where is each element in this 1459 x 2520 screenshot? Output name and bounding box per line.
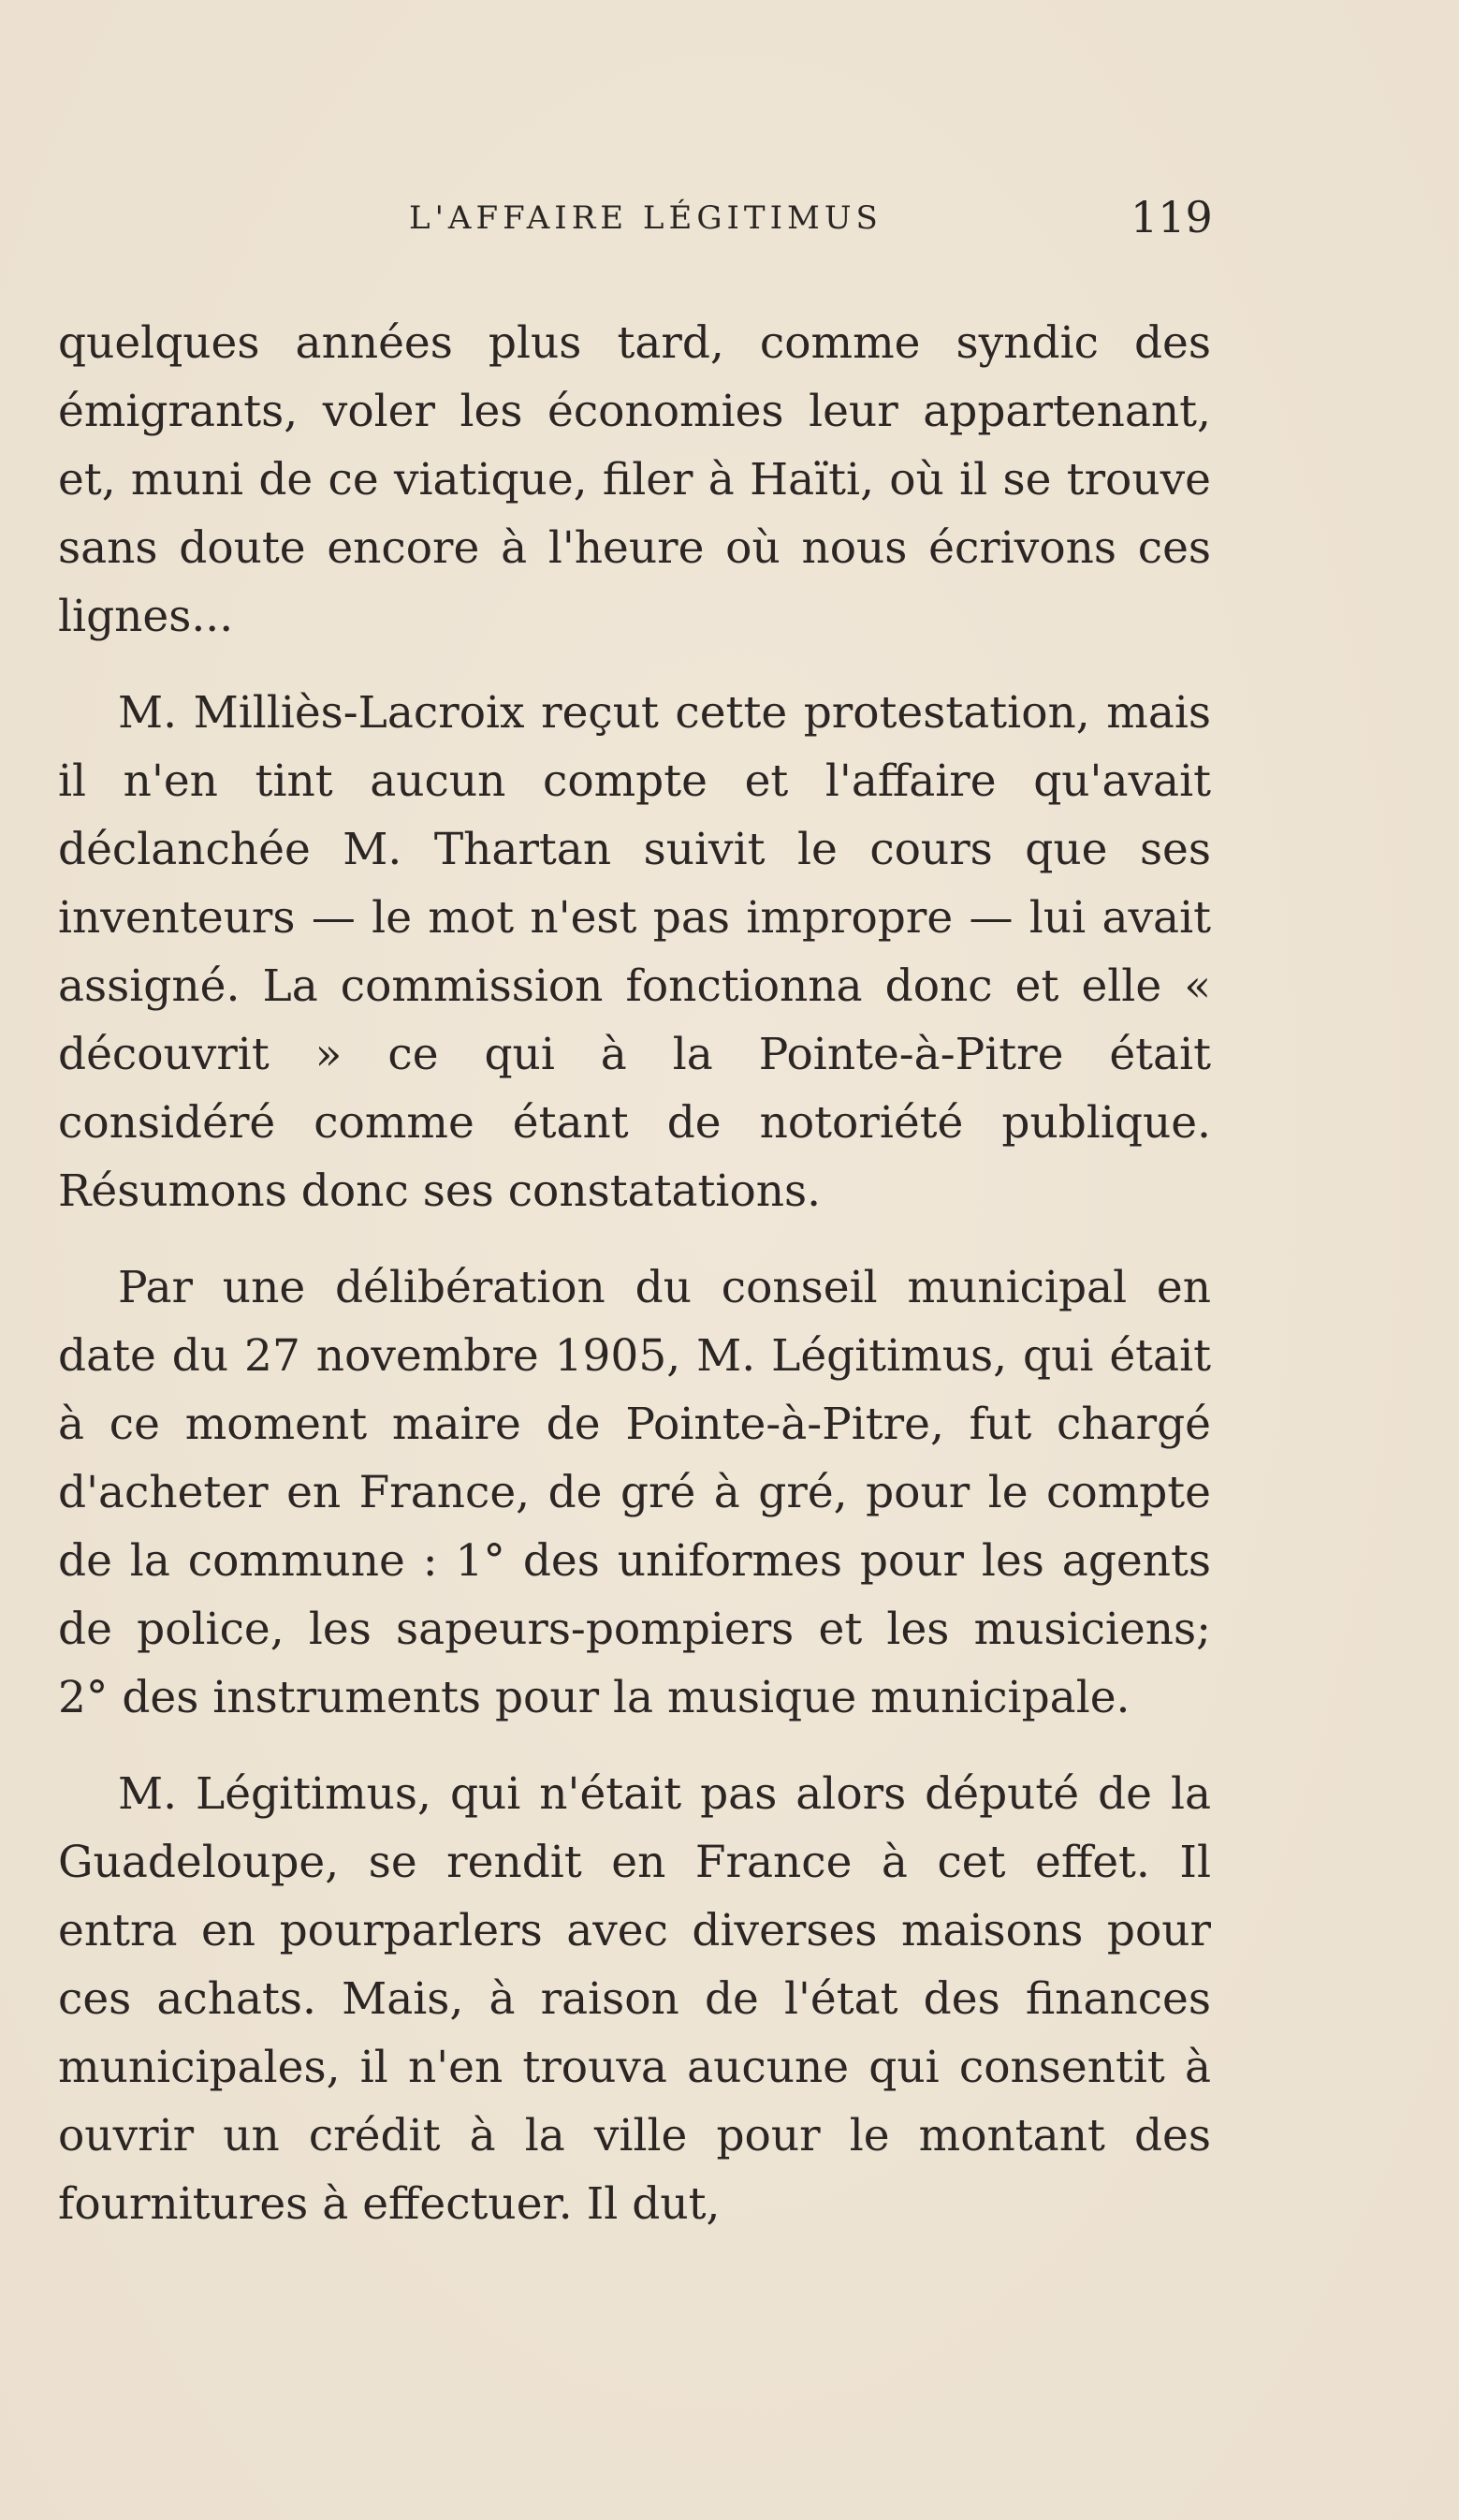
paragraph-deliberation: Par une délibération du conseil municipal en date du 27 novembre 1905, M. Légitimus, qui était à ce moment maire de Pointe-à-Pitre, fut chargé d'acheter en France, de gré à gré, pour le compte de la commune : 1° des uniformes pour les agents de police, les sapeurs-pompiers et les musiciens; 2° des instruments pour la musique municipale. (58, 1262, 1211, 1723)
body-text (58, 309, 1211, 2266)
paragraph-continuation: quelques années plus tard, comme syndic des émigrants, voler les économies leur appartenant, et, muni de ce viatique, filer à Haïti, où il se trouve sans doute encore à l'heure où nous écrivons ces lignes... (58, 317, 1211, 642)
running-header (0, 192, 1459, 251)
running-title: L'AFFAIRE LÉGITIMUS (409, 199, 883, 237)
paragraph-protestation: M. Milliès-Lacroix reçut cette protestation, mais il n'en tint aucun compte et l'affaire qu'avait déclanchée M. Thartan suivit le cours que ses inventeurs — le mot n'est pas impropre — lui avait assigné. La commission fonctionna donc et elle « découvrit » ce qui à la Pointe-à-Pitre était considéré comme étant de notoriété publique. Résumons donc ses constatations. (58, 687, 1211, 1217)
page-number: 119 (1131, 192, 1213, 242)
paragraph-voyage-france: M. Légitimus, qui n'était pas alors député de la Guadeloupe, se rendit en France à cet effet. Il entra en pourparlers avec diverses maisons pour ces achats. Mais, à raison de l'état des finances municipales, il n'en trouva aucune qui consentit à ouvrir un crédit à la ville pour le montant des fournitures à effectuer. Il dut, (58, 1768, 1211, 2230)
